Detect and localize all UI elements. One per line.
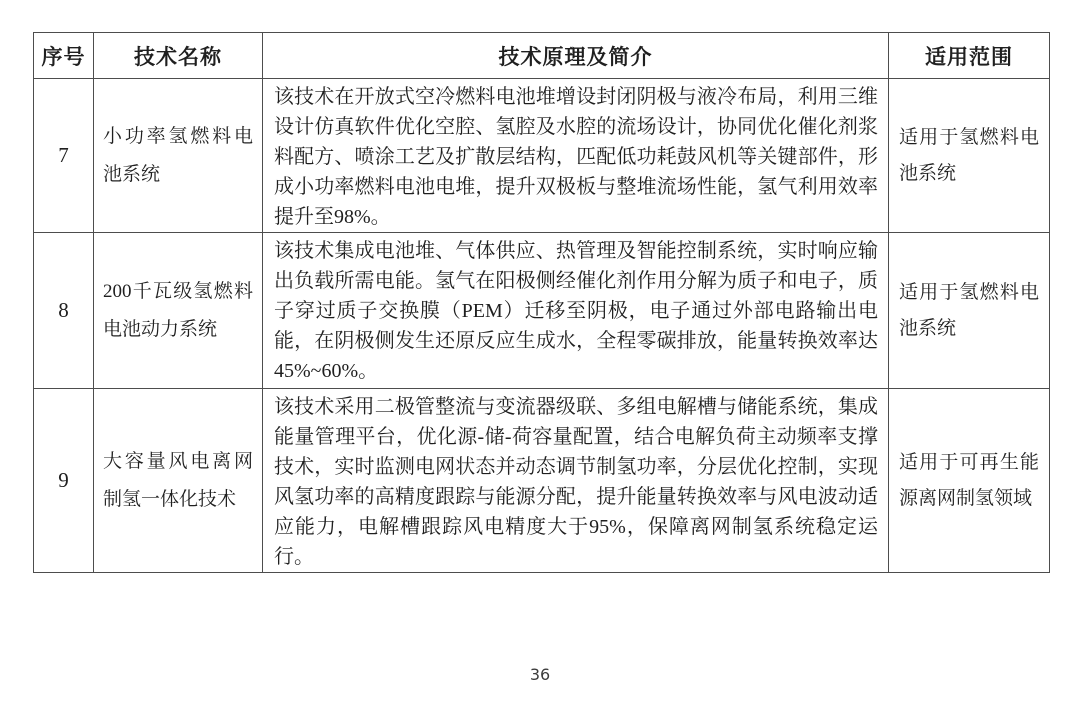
row-number-cell: 7 [34, 79, 94, 233]
row-number-cell: 8 [34, 233, 94, 389]
page-number: 36 [529, 665, 551, 684]
scope-cell: 适用于可再生能源离网制氢领域 [889, 389, 1050, 573]
description-cell: 该技术集成电池堆、气体供应、热管理及智能控制系统，实时响应输出负载所需电能。氢气在阳极侧经催化剂作用分解为质子和电子，质子穿过质子交换膜（PEM）迁移至阴极，电子通过外部电路输出电能，在阴极侧发生还原反应生成水，全程零碳排放，能量转换效率达45%~60%。 [263, 233, 889, 389]
tech-name-cell: 小功率氢燃料电池系统 [94, 79, 263, 233]
description-cell: 该技术在开放式空冷燃料电池堆增设封闭阴极与液冷布局，利用三维设计仿真软件优化空腔、氢腔及水腔的流场设计，协同优化催化剂浆料配方、喷涂工艺及扩散层结构，匹配低功耗鼓风机等关键部件，形成小功率燃料电池电堆，提升双极板与整堆流场性能，氢气利用效率提升至98%。 [263, 79, 889, 233]
technology-table [33, 32, 1050, 573]
description-cell: 该技术采用二极管整流与变流器级联、多组电解槽与储能系统，集成能量管理平台，优化源-储-荷容量配置，结合电解负荷主动频率支撑技术，实时监测电网状态并动态调节制氢功率，分层优化控制，实现风氢功率的高精度跟踪与能源分配，提升能量转换效率与风电波动适应能力，电解槽跟踪风电精度大于95%，保障离网制氢系统稳定运行。 [263, 389, 889, 573]
table-row [34, 389, 1050, 573]
tech-name-cell: 大容量风电离网制氢一体化技术 [94, 389, 263, 573]
scope-cell: 适用于氢燃料电池系统 [889, 233, 1050, 389]
row-number-cell: 9 [34, 389, 94, 573]
header-cell-description: 技术原理及简介 [263, 33, 889, 79]
table-row [34, 233, 1050, 389]
header-cell-no: 序号 [34, 33, 94, 79]
table-row [34, 79, 1050, 233]
header-cell-scope: 适用范围 [889, 33, 1050, 79]
header-cell-name: 技术名称 [94, 33, 263, 79]
scope-cell: 适用于氢燃料电池系统 [889, 79, 1050, 233]
table-header-row [34, 33, 1050, 79]
tech-name-cell: 200千瓦级氢燃料电池动力系统 [94, 233, 263, 389]
